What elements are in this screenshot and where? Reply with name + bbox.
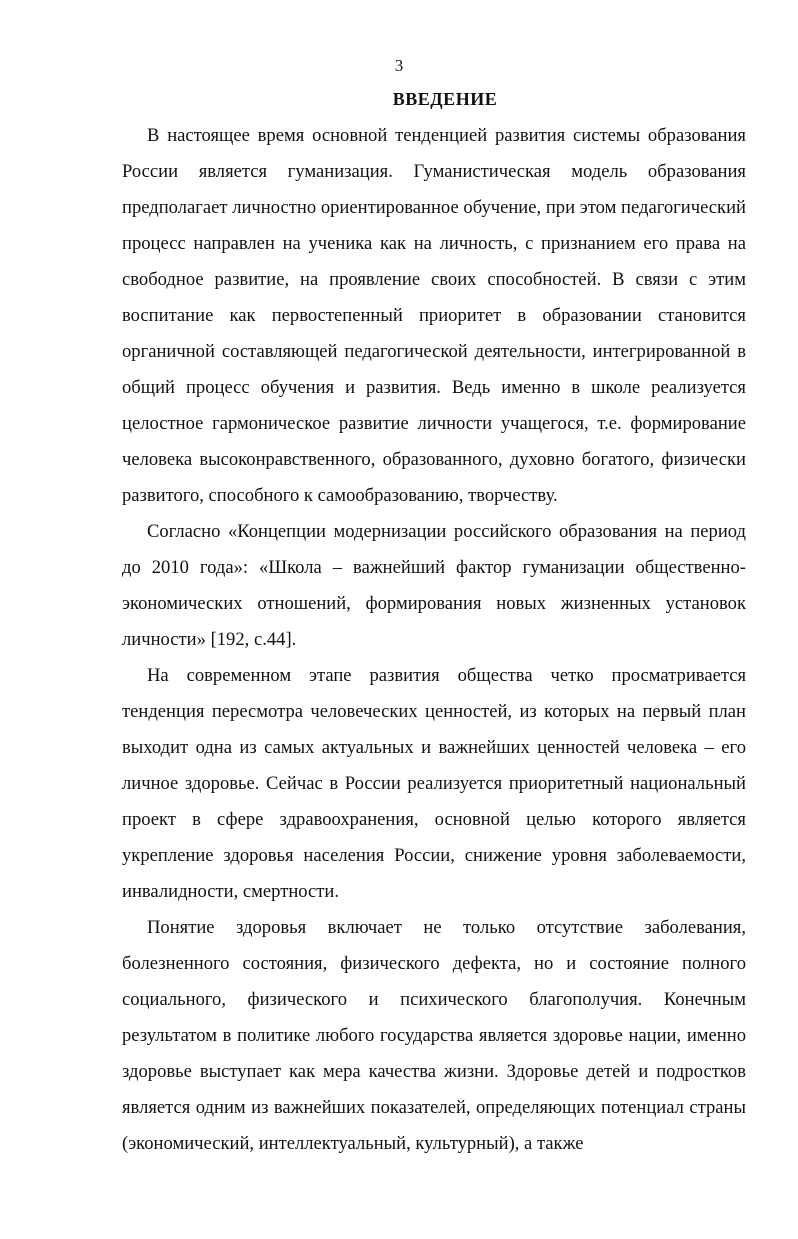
paragraph-4: Понятие здоровья включает не только отсутствие заболевания, болезненного состояния, физического дефекта, но и состояние полного социального, физического и психического благополучия. Конечным результатом в политике любого государства является здоровье нации, именно здоровье выступает как мера качества жизни. Здоровье детей и подростков является одним из важнейших показателей, определяющих потенциал страны (экономический, интеллектуальный, культурный), а также [122,917,746,1154]
paragraph-3: На современном этапе развития общества четко просматривается тенденция пересмотра человеческих ценностей, из которых на первый план выходит одна из самых актуальных и важнейших ценностей человека – его личное здоровье. Сейчас в России реализуется приоритетный национальный проект в сфере здравоохранения, основной целью которого является укрепление здоровья населения России, снижение уровня заболеваемости, инвалидности, смертности. [122,665,746,902]
paragraph-1: В настоящее время основной тенденцией развития системы образования России является гуманизация. Гуманистическая модель образования предполагает личностно ориентированное обучение, при этом педагогический процесс направлен на ученика как на личность, с признанием его права на свободное развитие, на проявление своих способностей. В связи с этим воспитание как первостепенный приоритет в образовании становится органичной составляющей педагогической деятельности, интегрированной в общий процесс обучения и развития. Ведь именно в школе реализуется целостное гармоническое развитие личности учащегося, т.е. формирование человека высоконравственного, образованного, духовно богатого, физически развитого, способного к самообразованию, творчеству. [122,125,746,506]
section-title: ВВЕДЕНИЕ [392,89,498,109]
paragraph-2: Согласно «Концепции модернизации российского образования на период до 2010 года»: «Школа – важнейший фактор гуманизации общественно-экономических отношений, формирования новых жизненных установок личности» [192, с.44]. [122,521,746,650]
page-number: 3 [394,56,404,75]
